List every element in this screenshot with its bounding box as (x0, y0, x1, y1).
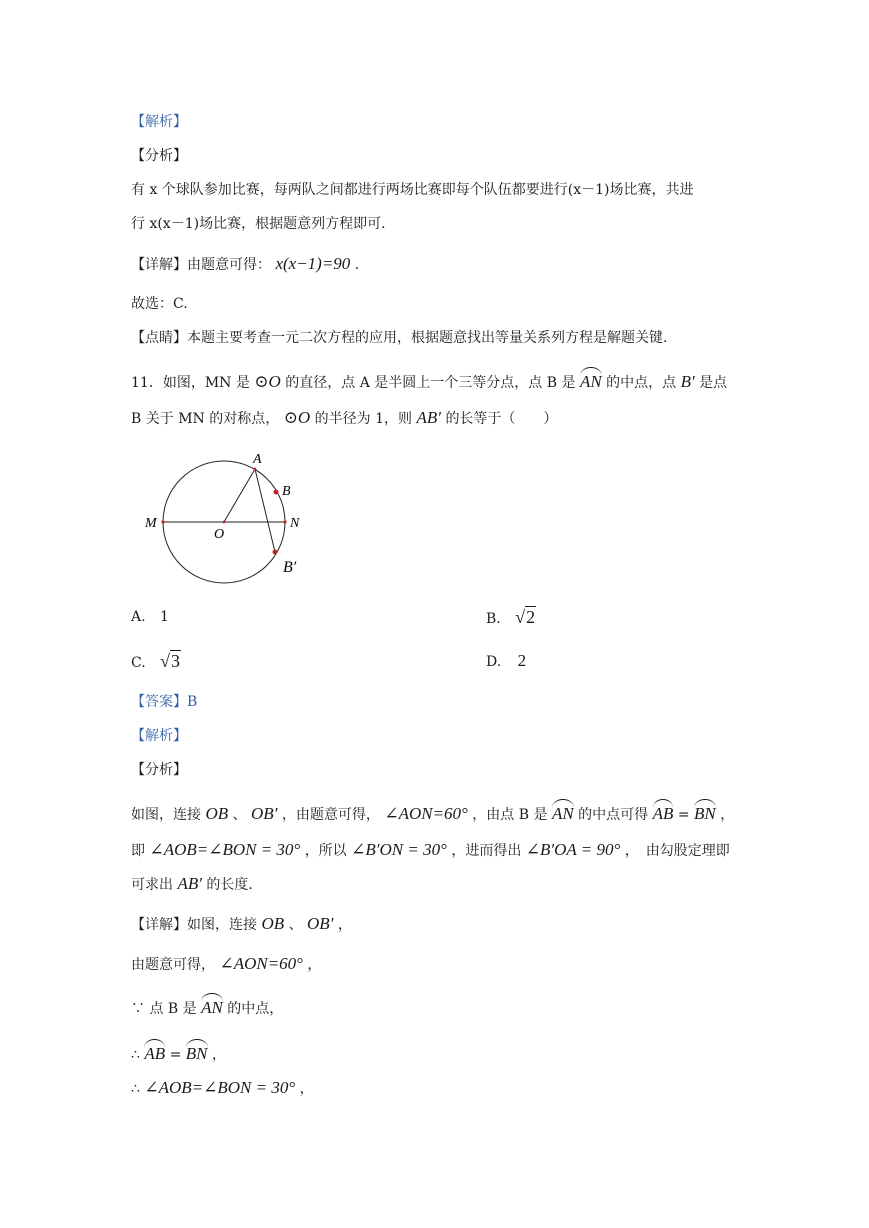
q11-text-d: 是点 (699, 375, 728, 391)
segment-ob-prime: OB′ (251, 804, 278, 823)
detail-line-4 (131, 1040, 226, 1065)
q11-text-c: 的中点，点 (606, 375, 677, 391)
option-c-label: C. (131, 655, 146, 671)
analysis-text: 即 (131, 843, 145, 859)
ab-prime-symbol: AB′ (416, 408, 441, 427)
b-prime-symbol: B′ (680, 372, 695, 391)
point-b (274, 490, 279, 495)
analysis-text: ，所以 (304, 843, 347, 859)
option-a-label: A. (131, 609, 146, 625)
arc-bn: BN (186, 1040, 208, 1064)
detail-line-1 (131, 914, 352, 935)
label-b-prime: B′ (283, 559, 297, 576)
angle-bpoa: ∠B′OA = 90° (525, 840, 621, 859)
arc-bn: BN (694, 800, 716, 824)
analysis-text: 的中点可得 (578, 807, 649, 823)
analysis-text: 的长度. (206, 877, 253, 893)
analysis-line-1 (131, 800, 734, 825)
segment-ob: OB (261, 914, 285, 933)
label-n: N (290, 516, 300, 531)
arc-ab: AB (144, 1040, 165, 1064)
arc-an: AN (552, 800, 574, 824)
analysis-text: 可求出 (131, 877, 173, 893)
arc-an: AN (201, 994, 223, 1018)
analysis-text-line-1: 有 x 个球队参加比赛，每两队之间都进行两场比赛即每个队伍都要进行(x－1)场比赛，共进 (131, 182, 694, 198)
point-b-prime (273, 550, 278, 555)
point-o (223, 521, 226, 524)
q11-text-g: 的长等于（ ） (445, 411, 558, 427)
detail-text: 【详解】如图，连接 (131, 917, 257, 933)
analysis-text: ， (720, 807, 735, 823)
segment-ob: OB (205, 804, 229, 823)
option-d-value: 2 (517, 651, 527, 670)
separator: 、 (232, 807, 247, 823)
fenxi-heading-2: 【分析】 (131, 762, 187, 778)
label-o: O (214, 527, 225, 542)
dianjing-line: 【点睛】本题主要考查一元二次方程的应用，根据题意找出等量关系列方程是解题关键. (131, 330, 668, 346)
option-d-label: D. (486, 654, 502, 670)
jiexi-heading-1: 【解析】 (131, 114, 187, 130)
detail-line (131, 254, 359, 275)
option-b-value: √2 (515, 607, 536, 627)
separator: 、 (288, 917, 303, 933)
option-c-value: √3 (160, 651, 181, 671)
angle-aon: ∠AON=60° (219, 954, 303, 973)
option-c (131, 651, 181, 673)
option-b (486, 607, 536, 629)
analysis-text: ， 由勾股定理即 (624, 843, 730, 859)
detail-line-5 (131, 1078, 314, 1099)
point-n (283, 520, 286, 523)
detail-line-2 (131, 954, 321, 975)
option-d (486, 651, 526, 672)
label-m: M (145, 516, 157, 531)
detail-label: 【详解】由题意可得： (131, 257, 271, 273)
analysis-line-3 (131, 874, 253, 895)
detail-text: ， (337, 917, 352, 933)
detail-text: ， (299, 1081, 314, 1097)
analysis-text: ，进而得出 (451, 843, 522, 859)
equals-sign: = (677, 807, 690, 823)
segment-ab-prime: AB′ (177, 874, 202, 893)
angle-aob-bon: ∠AOB=∠BON = 30° (144, 1078, 296, 1097)
analysis-text: 如图，连接 (131, 807, 201, 823)
segment-oa (224, 469, 255, 522)
option-b-label: B. (486, 611, 501, 627)
question-11-line-1 (131, 368, 727, 393)
label-b: B (282, 484, 291, 499)
point-m (161, 520, 164, 523)
fenxi-heading-1: 【分析】 (131, 148, 187, 164)
arc-ab: AB (653, 800, 674, 824)
angle-bpon: ∠B′ON = 30° (351, 840, 447, 859)
detail-text: ， (211, 1047, 226, 1063)
detail-equation: x(x−1)=90 (275, 254, 351, 273)
detail-end: . (354, 257, 360, 273)
segment-ob-prime: OB′ (307, 914, 334, 933)
detail-text: ∵ 点 B 是 (131, 1001, 197, 1017)
detail-line-3 (131, 994, 283, 1019)
q11-text-a: 11．如图，MN 是 (131, 375, 250, 391)
q11-text-f: 的半径为 1，则 (314, 411, 413, 427)
option-b-radicand: 2 (526, 607, 536, 627)
equals-sign: = (169, 1047, 182, 1063)
therefore-symbol: ∴ (131, 1047, 140, 1063)
circle-o-symbol-2: ⊙O (283, 408, 311, 427)
q11-text-b: 的直径，点 A 是半圆上一个三等分点，点 B 是 (285, 375, 576, 391)
option-a (131, 607, 169, 627)
analysis-text-line-2: 行 x(x－1)场比赛，根据题意列方程即可. (131, 216, 386, 232)
arc-an: AN (580, 368, 602, 392)
analysis-text: ，由点 B 是 (472, 807, 548, 823)
choice-line: 故选：C. (131, 296, 188, 312)
angle-aob-bon: ∠AOB=∠BON = 30° (149, 840, 301, 859)
option-c-radicand: 3 (171, 651, 181, 671)
question-11-line-2 (131, 408, 557, 429)
q11-text-e: B 关于 MN 的对称点， (131, 411, 280, 427)
point-a (254, 468, 257, 471)
angle-aon: ∠AON=60° (384, 804, 468, 823)
label-a: A (253, 452, 262, 467)
option-a-value: 1 (160, 609, 169, 625)
detail-text: 的中点， (227, 1001, 284, 1017)
detail-text: 由题意可得， (131, 957, 215, 973)
jiexi-heading-2: 【解析】 (131, 728, 187, 744)
segment-ab-prime (255, 469, 275, 552)
answer-line: 【答案】B (131, 694, 198, 710)
analysis-text: ，由题意可得， (281, 807, 380, 823)
detail-text: ， (307, 957, 322, 973)
circle-figure (140, 446, 320, 591)
therefore-symbol: ∴ (131, 1081, 140, 1097)
circle-o-symbol: ⊙O (254, 372, 281, 391)
analysis-line-2 (131, 840, 730, 861)
